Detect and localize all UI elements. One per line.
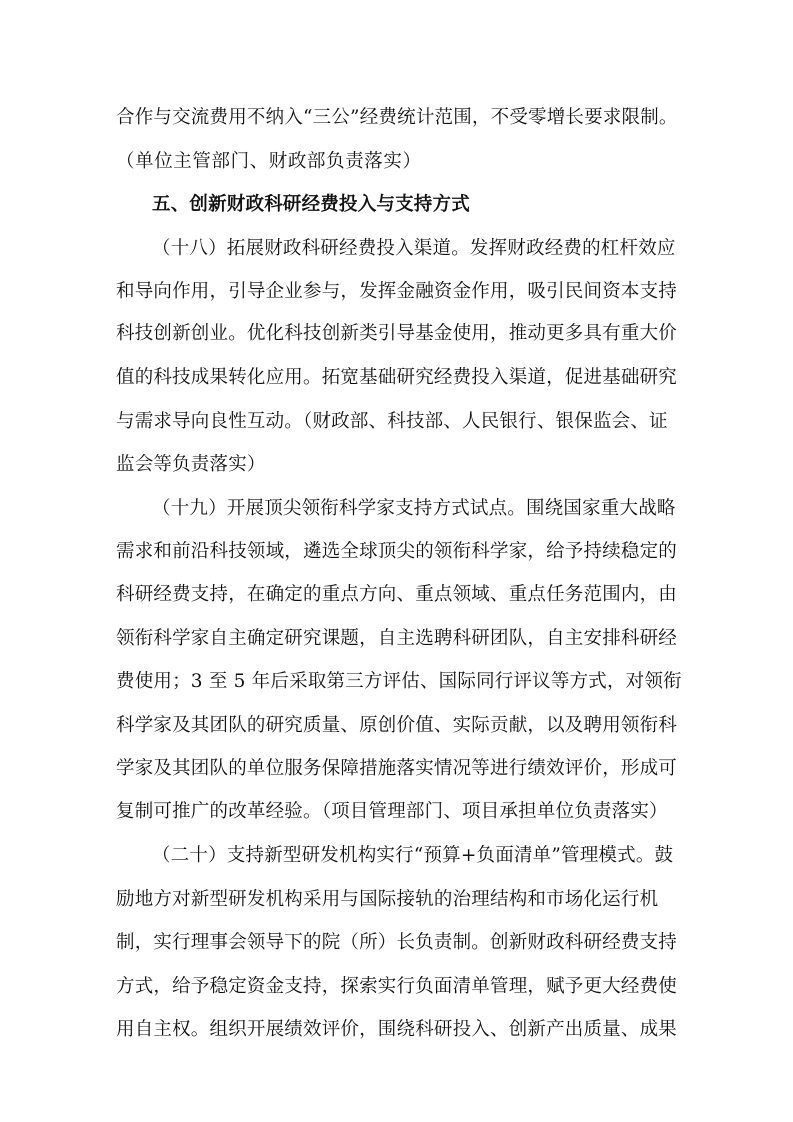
- paragraph-line: 领衔科学家自主确定研究课题，自主选聘科研团队，自主安排科研经: [116, 628, 678, 649]
- paragraph-line: 科技创新创业。优化科技创新类引导基金使用，推动更多具有重大价: [116, 323, 678, 344]
- paragraph-line: 复制可推广的改革经验。（项目管理部门、项目承担单位负责落实）: [116, 801, 668, 822]
- paragraph-line: 励地方对新型研发机构采用与国际接轨的治理结构和市场化运行机: [116, 889, 659, 910]
- paragraph-line: 费使用；3 至 5 年后采取第三方评估、国际同行评议等方式，对领衔: [116, 671, 682, 692]
- paragraph-line: （二十）支持新型研发机构实行“预算+负面清单”管理模式。鼓: [152, 845, 674, 866]
- paragraph-line: 监会等负责落实）: [116, 454, 266, 475]
- paragraph-line: 科研经费支持，在确定的重点方向、重点领域、重点任务范围内，由: [116, 584, 678, 605]
- paragraph-line: 和导向作用，引导企业参与，发挥金融资金作用，吸引民间资本支持: [116, 281, 678, 302]
- paragraph-line: 值的科技成果转化应用。拓宽基础研究经费投入渠道，促进基础研究: [116, 367, 678, 388]
- section-heading: 五、创新财政科研经费投入与支持方式: [152, 194, 470, 215]
- text-line: 合作与交流费用不纳入“三公”经费统计范围，不受零增长要求限制。: [116, 107, 678, 128]
- paragraph-line: 科学家及其团队的研究质量、原创价值、实际贡献，以及聘用领衔科: [116, 715, 678, 736]
- paragraph-line: 学家及其团队的单位服务保障措施落实情况等进行绩效评价，形成可: [116, 758, 678, 779]
- paragraph-line: （十八）拓展财政科研经费投入渠道。发挥财政经费的杠杆效应: [152, 238, 676, 259]
- paragraph-line: 与需求导向良性互动。（财政部、科技部、人民银行、银保监会、证: [116, 411, 668, 432]
- paragraph-line: 制，实行理事会领导下的院（所）长负责制。创新财政科研经费支持: [116, 932, 678, 953]
- text-line-note: （单位主管部门、财政部负责落实）: [116, 151, 422, 172]
- paragraph-line: 需求和前沿科技领域，遴选全球顶尖的领衔科学家，给予持续稳定的: [116, 541, 678, 562]
- paragraph-line: （十九）开展顶尖领衔科学家支持方式试点。围绕国家重大战略: [152, 498, 676, 519]
- paragraph-line: 用自主权。组织开展绩效评价，围绕科研投入、创新产出质量、成果: [116, 1019, 678, 1040]
- paragraph-line: 方式，给予稳定资金支持，探索实行负面清单管理，赋予更大经费使: [116, 976, 678, 997]
